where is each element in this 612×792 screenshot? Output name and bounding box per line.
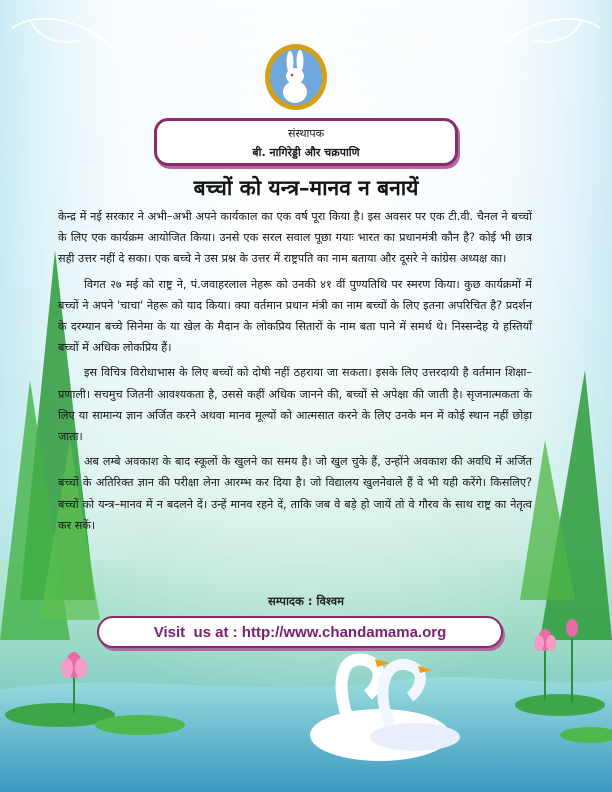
website-link-text[interactable]: Visit us at : http://www.chandamama.org [153,624,447,641]
article-paragraph: विगत २७ मई को राष्ट्र ने, पं.जवाहरलाल नेहरू को उनकी ४१ वीं पुण्यतिथि पर स्मरण किया। कुछ कार्यक्रमों में बच्चों ने अपने 'चाचा' नेहरू को याद किया। क्या वर्तमान प्रधान मंत्री का नाम बच्चों के लिए इतना अपरिचित है? प्रदर्शन के दरम्यान बच्चे सिनेमा के या खेल के मैदान के लोकप्रिय सितारों के नाम बता पाने में समर्थ थे। निस्सन्देह ये हस्तियाँ बच्चों में अधिक लोकप्रिय हैं। [58,277,532,355]
rabbit-logo-emblem [263,42,329,112]
article-paragraph: अब लम्बे अवकाश के बाद स्कूलों के खुलने का समय है। जो खुल चुके हैं, उन्होंने अवकाश की अवधि में अर्जित बच्चों के अतिरिक्त ज्ञान की परीक्षा लेना आरम्भ कर दिया है। जो विद्यालय खुलनेवाले हैं वे भी यही करेंगे। किसलिए? बच्चों को यन्त्र–मानव में न बदलने दें। उन्हें मानव रहने दें, ताकि जब वे बड़े हो जायें तो वे गौरव के साथ राष्ट्र का नेतृत्व कर सकें। [58,455,532,532]
editor-signature: सम्पादक : विश्वम [267,594,345,608]
article-title: बच्चों को यन्त्र–मानव न बनायें [193,175,419,200]
website-link-banner[interactable] [97,616,503,648]
article-body [58,206,532,540]
founder-label: संस्थापक [287,127,325,140]
article-paragraph: केन्द्र में नई सरकार ने अभी–अभी अपने कार्यकाल का एक वर्ष पूरा किया है। इस अवसर पर एक टी.वी. चैनल ने बच्चों के लिए एक कार्यक्रम आयोजित किया। उनसे एक सरल सवाल पूछा गयाः भारत का प्रधानमंत्री कौन है? कोई भी छात्र सही उत्तर नहीं दे सका। एक बच्चे ने उस प्रश्न के उत्तर में राष्ट्रपति का नाम बताया और दूसरे ने कांग्रेस अध्यक्ष का। [58,210,532,266]
founder-names: बी. नागिरेड्डी और चक्रपाणि [252,146,360,159]
founder-box [154,118,458,166]
article-paragraph: इस विचित्र विरोधाभास के लिए बच्चों को दोषी नहीं ठहराया जा सकता। इसके लिए उत्तरदायी है वर्तमान शिक्षा–प्रणाली। सचमुच जितनी आवश्यकता है, उससे कहीं अधिक जानने की, बच्चों से अपेक्षा की जाती है। सृजनात्मकता के लिए या सामान्य ज्ञान अर्जित करने अथवा मानव मूल्यों को आत्मसात करने के लिए उनके मन में कोई स्थान नहीं छोड़ा जाता। [58,366,532,444]
